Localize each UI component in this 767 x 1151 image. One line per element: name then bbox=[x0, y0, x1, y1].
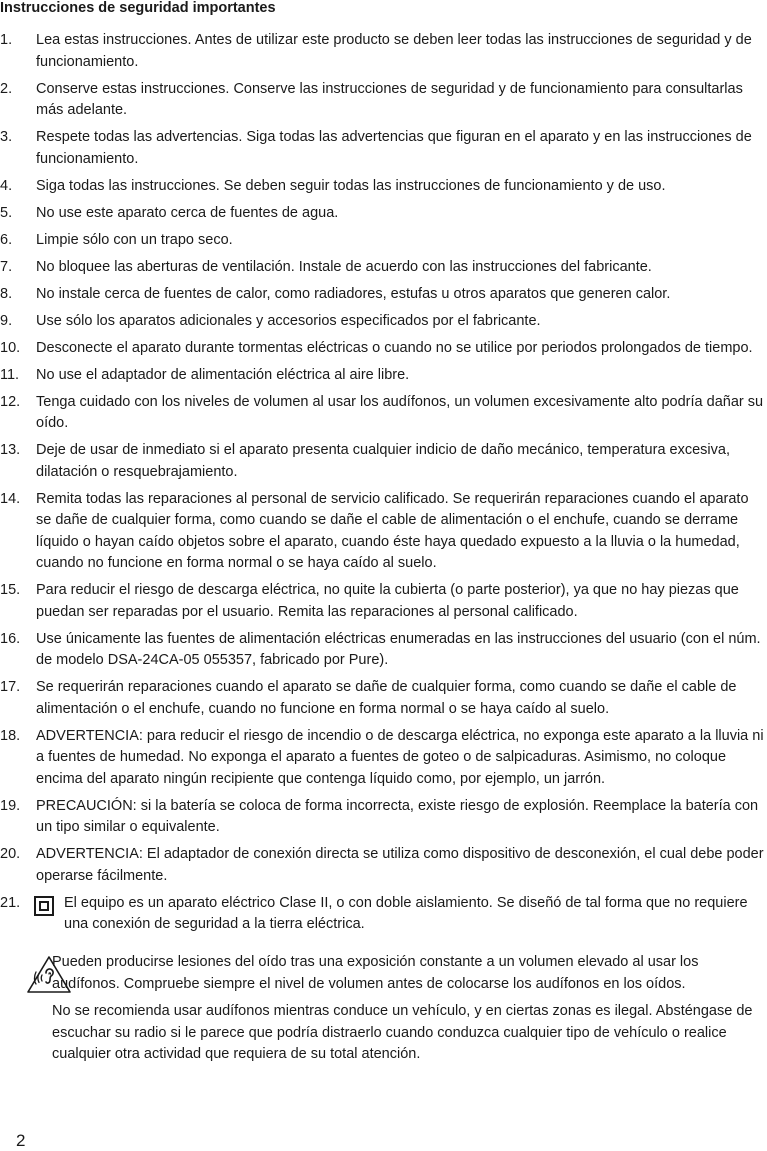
item-number: 4. bbox=[0, 177, 13, 194]
item-text: Conserve estas instrucciones. Conserve las instrucciones de seguridad y de funcionamiento para consultarlas más adelante. bbox=[36, 80, 743, 118]
item-number: 13. bbox=[0, 442, 21, 458]
item-number: 5. bbox=[0, 204, 13, 221]
list-item bbox=[0, 284, 767, 306]
item-number: 10. bbox=[0, 339, 21, 356]
list-item bbox=[0, 726, 767, 791]
list-item bbox=[0, 580, 767, 623]
item-number: 16. bbox=[0, 630, 21, 647]
list-item bbox=[0, 677, 767, 720]
item-text: Deje de usar de inmediato si el aparato presenta cualquier indicio de daño mecánico, temperatura excesiva, dilatación o resquebrajamiento. bbox=[36, 442, 730, 480]
warning-paragraph: No se recomienda usar audífonos mientras conduce un vehículo, y en ciertas zonas es ilegal. Absténgase de escuchar su radio si le parece que podría distraerlo cuando conduzca cualquier tipo de vehículo o realice cualquier otra actividad que requiera de su total atención. bbox=[52, 1003, 753, 1062]
item-number: 7. bbox=[0, 258, 13, 275]
item-number: 18. bbox=[0, 727, 21, 744]
item-text: Desconecte el aparato durante tormentas eléctricas o cuando no se utilice por periodos prolongados de tiempo. bbox=[36, 339, 753, 356]
item-text: El equipo es un aparato eléctrico Clase II, o con doble aislamiento. Se diseñó de tal forma que no requiere una conexión de seguridad a la tierra eléctrica. bbox=[64, 894, 748, 932]
list-item bbox=[0, 893, 767, 936]
item-number: 2. bbox=[0, 80, 13, 97]
list-item bbox=[0, 796, 767, 839]
item-number: 6. bbox=[0, 231, 13, 248]
item-text: Remita todas las reparaciones al personal de servicio calificado. Se requerirán reparaciones cuando el aparato se dañe de cualquier forma, como cuando se dañe el cable de alimentación o el enchufe, cuando se derrame líquido o hayan caído objetos sobre el aparato, cuando éste haya quedado expuesto a la lluvia o la humedad, cuando no funcione en forma normal o se haya caído al suelo. bbox=[36, 490, 749, 571]
page-number: 2 bbox=[16, 1131, 26, 1150]
list-item bbox=[0, 127, 767, 170]
item-number: 17. bbox=[0, 679, 21, 695]
item-number: 3. bbox=[0, 129, 13, 145]
item-text: No use el adaptador de alimentación eléctrica al aire libre. bbox=[36, 366, 410, 383]
item-text: No instale cerca de fuentes de calor, como radiadores, estufas u otros aparatos que generen calor. bbox=[36, 285, 671, 302]
item-number: 1. bbox=[0, 32, 13, 48]
item-text: Se requerirán reparaciones cuando el aparato se dañe de cualquier forma, como cuando se dañe el cable de alimentación o el enchufe, cuando no funcione en forma normal o se haya caído al suelo. bbox=[36, 679, 737, 717]
item-text: Siga todas las instrucciones. Se deben seguir todas las instrucciones de funcionamiento y de uso. bbox=[36, 177, 666, 194]
list-item bbox=[0, 392, 767, 435]
item-text: No bloquee las aberturas de ventilación. Instale de acuerdo con las instrucciones del fabricante. bbox=[36, 258, 652, 275]
item-text: Respete todas las advertencias. Siga todas las advertencias que figuran en el aparato y en las instrucciones de funcionamiento. bbox=[36, 129, 752, 167]
list-item bbox=[0, 440, 767, 483]
item-text: PRECAUCIÓN: si la batería se coloca de forma incorrecta, existe riesgo de explosión. Reemplace la batería con un tipo similar o equivalente. bbox=[36, 797, 759, 835]
item-number: 19. bbox=[0, 797, 21, 814]
list-item bbox=[0, 203, 767, 225]
list-item bbox=[0, 338, 767, 360]
item-text: Use sólo los aparatos adicionales y accesorios especificados por el fabricante. bbox=[36, 312, 541, 329]
list-item bbox=[0, 311, 767, 333]
item-number: 15. bbox=[0, 582, 21, 598]
item-text: ADVERTENCIA: para reducir el riesgo de incendio o de descarga eléctrica, no exponga este aparato a la lluvia ni a fuentes de humedad. No exponga el aparato a fuentes de goteo o de salpicaduras. Asimismo, no coloque encima del aparato ningún recipiente que contenga líquido como, por ejemplo, un jarrón. bbox=[36, 727, 764, 787]
list-item bbox=[0, 489, 767, 575]
list-item bbox=[0, 844, 767, 887]
item-text: Use únicamente las fuentes de alimentación eléctricas enumeradas en las instrucciones del usuario (con el núm. de modelo DSA-24CA-05 055357, fabricado por Pure). bbox=[36, 630, 761, 668]
list-item bbox=[0, 257, 767, 279]
list-item bbox=[0, 79, 767, 122]
page-title: Instrucciones de seguridad importantes bbox=[0, 0, 276, 16]
item-number: 12. bbox=[0, 393, 21, 410]
item-number: 14. bbox=[0, 490, 21, 507]
class-ii-double-insulation-icon bbox=[34, 896, 54, 916]
item-number: 8. bbox=[0, 285, 13, 302]
item-number: 20. bbox=[0, 846, 21, 862]
hearing-warning bbox=[0, 952, 767, 1072]
list-item bbox=[0, 365, 767, 387]
item-text: No use este aparato cerca de fuentes de agua. bbox=[36, 204, 339, 221]
item-text: Lea estas instrucciones. Antes de utilizar este producto se deben leer todas las instrucciones de seguridad y de funcionamiento. bbox=[36, 32, 752, 70]
safety-instructions-list bbox=[0, 30, 767, 941]
item-text: ADVERTENCIA: El adaptador de conexión directa se utiliza como dispositivo de desconexión, el cual debe poder operarse fácilmente. bbox=[36, 846, 764, 884]
warning-paragraph: Pueden producirse lesiones del oído tras una exposición constante a un volumen elevado al usar los audífonos. Compruebe siempre el nivel de volumen antes de colocarse los audífonos en los oídos. bbox=[52, 954, 699, 992]
list-item bbox=[0, 629, 767, 672]
hearing-damage-warning-icon bbox=[26, 954, 72, 994]
item-text: Limpie sólo con un trapo seco. bbox=[36, 231, 233, 248]
item-number: 21. bbox=[0, 894, 21, 911]
item-text: Para reducir el riesgo de descarga eléctrica, no quite la cubierta (o parte posterior), ya que no hay piezas que puedan ser reparadas por el usuario. Remita las reparaciones al personal calificado. bbox=[36, 582, 739, 620]
list-item bbox=[0, 176, 767, 198]
item-text: Tenga cuidado con los niveles de volumen al usar los audífonos, un volumen excesivamente alto podría dañar su oído. bbox=[36, 393, 764, 431]
list-item bbox=[0, 230, 767, 252]
item-number: 11. bbox=[0, 366, 20, 383]
list-item bbox=[0, 30, 767, 73]
item-number: 9. bbox=[0, 312, 13, 329]
warning-text bbox=[52, 952, 767, 1066]
